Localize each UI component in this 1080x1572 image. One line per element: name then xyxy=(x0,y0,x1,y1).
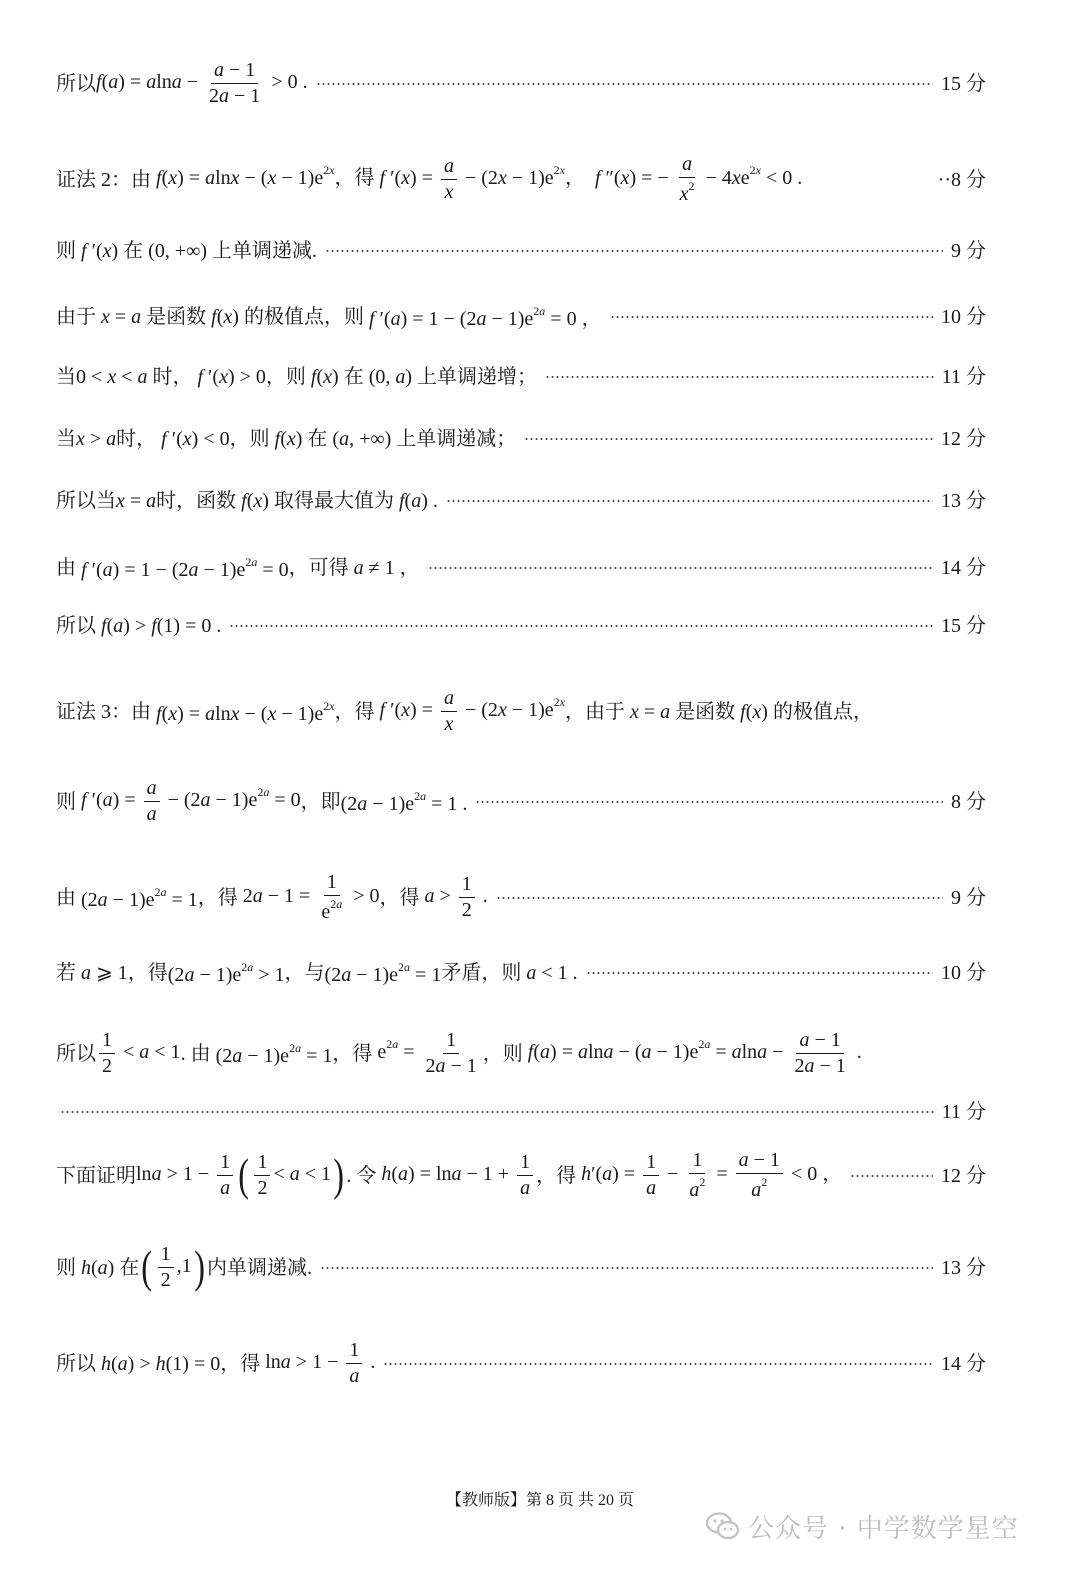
math-expression: f ′(x) xyxy=(81,240,124,262)
line-text: 上单调递减. xyxy=(212,240,318,262)
line-text: ，得 xyxy=(536,1164,577,1187)
math-expression: f(x) xyxy=(211,306,244,328)
score-mark: 14 分 xyxy=(941,557,986,579)
line-text: 取得最大值为 xyxy=(273,490,394,512)
math-expression: $(2a - 1)e^{2a} = 1$ xyxy=(324,960,442,986)
line-text: 则 xyxy=(56,790,76,813)
proof-line-14 xyxy=(56,1030,986,1077)
line-text: ，得 xyxy=(197,886,238,909)
line-text: ，可得 xyxy=(288,557,349,579)
math-expression: a < 1 . xyxy=(526,962,578,984)
math-expression: f(x) xyxy=(740,700,773,723)
math-expression: $f(a) = alna - (a - 1)e^{2a} = alna$ − $\frac{a - 1}{2a - 1}$ . xyxy=(527,1029,862,1077)
line-text: 当 xyxy=(56,366,76,388)
line-text: ，得 xyxy=(379,886,420,909)
proof-line-12 xyxy=(56,872,986,923)
line-text: 由 xyxy=(56,886,76,909)
line-text: 是函数 xyxy=(675,700,736,723)
dot-leader xyxy=(320,1267,933,1269)
score-mark: 10 分 xyxy=(941,306,986,328)
math-expression: f(a) = alna − $\frac{a - 1}{2a - 1}$ > 0 . xyxy=(96,59,308,107)
line-text: ，则 xyxy=(265,366,306,388)
math-expression: (0, +∞) xyxy=(143,240,213,262)
math-expression: $(2a - 1)e^{2a} = 1$ . xyxy=(340,788,468,815)
math-expression: f(x) xyxy=(274,428,308,450)
line-text: . 由 xyxy=(180,1042,211,1065)
line-text: 时， xyxy=(116,428,157,450)
score-mark: 10 分 xyxy=(941,962,986,984)
score-mark: 11 分 xyxy=(941,366,986,388)
line-text: 所以 xyxy=(56,1352,96,1375)
dot-leader xyxy=(60,1111,934,1113)
math-expression: ( $\frac{1}{2}$ ,1) xyxy=(141,1241,205,1293)
math-expression: h(a) > h(1) = 0 xyxy=(101,1352,221,1375)
math-expression: $(2a - 1)e^{2a} = 1$ xyxy=(76,884,198,911)
line-text: 的极值点， xyxy=(772,700,873,723)
line-text: 所以当 xyxy=(56,490,116,512)
dot-leader xyxy=(475,801,943,803)
math-expression: lna > 1 − $\frac{1}{a}$ ( $\frac{1}{2}$ < a < 1) xyxy=(136,1149,345,1201)
line-text: 则 xyxy=(56,1256,76,1279)
math-expression: (a, +∞) xyxy=(327,428,397,450)
proof-line-3 xyxy=(56,241,986,261)
math-expression: h(a) xyxy=(81,1256,120,1279)
proof-line-15 xyxy=(56,1102,986,1122)
math-expression: x = a xyxy=(101,306,142,328)
math-expression: a > $\frac{1}{2}$ . xyxy=(424,873,488,921)
line-text: 矛盾，则 xyxy=(441,962,522,984)
line-text: 的极值点，则 xyxy=(243,306,364,328)
math-expression: a ⩾ 1 xyxy=(81,962,128,984)
proof-line-5 xyxy=(56,367,986,387)
dot-leader xyxy=(850,1175,933,1177)
score-mark: 14 分 xyxy=(941,1352,986,1375)
line-text: 所以 xyxy=(56,72,96,95)
line-text: . 令 xyxy=(346,1164,377,1187)
line-text: 所以 xyxy=(56,615,96,637)
proof-line-17 xyxy=(56,1241,986,1293)
math-expression: x = a xyxy=(116,490,157,512)
dot-leader xyxy=(610,316,933,318)
line-text: 由 xyxy=(56,557,76,579)
proof-line-6 xyxy=(56,429,986,449)
math-expression: f(x) xyxy=(310,366,344,388)
score-mark: 9 分 xyxy=(951,240,986,262)
math-expression: x > a xyxy=(76,428,117,450)
math-expression: 0 < x < a xyxy=(76,366,148,388)
math-expression: $(2a - 1)e^{2a} > 1$ xyxy=(167,960,285,986)
line-text: 在 xyxy=(343,366,364,388)
score-mark: 8 分 xyxy=(951,790,986,813)
line-text: 在 xyxy=(119,1256,140,1279)
dot-leader xyxy=(325,250,943,252)
line-text: 若 xyxy=(56,962,76,984)
proof-line-9 xyxy=(56,616,986,636)
math-expression: f(x) xyxy=(241,490,274,512)
dot-leader xyxy=(524,438,933,440)
line-text: 当 xyxy=(56,428,76,450)
math-expression: f ′(a) = $\frac{a}{a}$ − $(2a - 1)e^{2a} = 0$ xyxy=(81,777,301,825)
line-text: 证法 3：由 xyxy=(56,700,151,723)
proof-line-1 xyxy=(56,60,986,107)
math-expression: f $'(a) = 1 - (2a - 1)e^{2a} = 0$ ， xyxy=(368,304,602,330)
page-footer: 【教师版】第 8 页 共 20 页 xyxy=(445,1492,634,1509)
math-expression: f ′(x) = $\frac{a}{x}$ − $(2x - 1)e^{2x}$ xyxy=(379,687,565,735)
line-text: ，得 xyxy=(220,1352,261,1375)
dot-leader xyxy=(316,83,933,85)
dot-leader xyxy=(496,897,943,899)
dot-leader xyxy=(229,625,933,627)
math-expression: lna > 1 − $\frac{1}{a}$ . xyxy=(260,1339,376,1387)
watermark xyxy=(706,1508,1019,1544)
line-text: 时，函数 xyxy=(156,490,237,512)
line-text: ，由于 xyxy=(564,700,625,723)
score-mark: 12 分 xyxy=(941,1164,986,1187)
line-text: 时， xyxy=(152,366,193,388)
proof-line-10 xyxy=(56,688,986,735)
line-text: 是函数 xyxy=(146,306,207,328)
score-mark: 13 分 xyxy=(941,490,986,512)
math-expression: $e^{2a}$ = $\frac{1}{2a - 1}$ xyxy=(372,1029,477,1077)
line-text: ，则 xyxy=(482,1042,523,1065)
line-text: ，与 xyxy=(284,962,325,984)
math-expression: h′(a) = $\frac{1}{a}$ − $\frac{1}{a^2}$ = $\frac{a - 1}{a^2}$ < 0 ， xyxy=(581,1149,843,1201)
dot-leader xyxy=(428,567,933,569)
line-text: ，得 xyxy=(334,700,375,723)
score-mark: ··8 分 xyxy=(937,168,986,191)
dot-leader xyxy=(545,376,934,378)
line-text: 证法 2：由 xyxy=(56,168,151,191)
math-expression: f(a) . xyxy=(398,490,438,512)
line-text: ，得 xyxy=(127,962,168,984)
line-text: ，则 xyxy=(229,428,270,450)
dot-leader xyxy=(586,972,933,974)
line-text: 上单调递减； xyxy=(396,428,517,450)
math-expression: a ≠ 1 ， xyxy=(353,557,420,579)
score-mark: 15 分 xyxy=(941,615,986,637)
proof-line-18 xyxy=(56,1340,986,1387)
math-expression: $f(x) = alnx - (x - 1)e^{2x}$，得 f ′(x) = $\frac{a}{x}$ − $(2x - 1)e^{2x}$， f ″(x) = − $\frac{a}{x^2}$ − $4xe^{2x} < 0$ . xyxy=(156,153,803,205)
line-text: ，得 xyxy=(332,1042,373,1065)
score-mark: 13 分 xyxy=(941,1256,986,1279)
score-mark: 9 分 xyxy=(951,886,986,909)
proof-line-16 xyxy=(56,1150,986,1201)
line-text: 在 xyxy=(307,428,328,450)
line-text: 在 xyxy=(123,240,144,262)
math-expression: $\frac{1}{2}$ < a < 1 xyxy=(96,1030,181,1077)
math-expression: $(2a - 1)e^{2a} = 1$ xyxy=(210,1040,333,1067)
line-text: 内单调递减. xyxy=(207,1256,312,1279)
math-expression: 2a − 1 = $\frac{1}{e^{2a}}$ > 0 xyxy=(237,871,380,923)
dot-leader xyxy=(446,500,933,502)
math-expression: f ′(x) < 0 xyxy=(161,428,230,450)
proof-line-7 xyxy=(56,491,986,511)
line-text: 则 xyxy=(56,240,76,262)
proof-line-8 xyxy=(56,556,986,580)
score-mark: 15 分 xyxy=(941,72,986,95)
score-mark: 12 分 xyxy=(941,428,986,450)
proof-line-4 xyxy=(56,305,986,329)
watermark-text: 公众号 · 中学数学星空 xyxy=(748,1513,1019,1544)
math-expression: $f(x) = alnx - (x - 1)e^{2x}$ xyxy=(156,698,335,725)
math-expression: f(a) > f(1) = 0 . xyxy=(101,615,222,637)
line-text: 上单调递增； xyxy=(417,366,538,388)
line-text: 所以 xyxy=(56,1042,96,1065)
math-expression: h(a) = lna − 1 + $\frac{1}{a}$ xyxy=(376,1152,536,1199)
dot-leader xyxy=(383,1363,933,1365)
math-expression: (0, a) xyxy=(363,366,418,388)
line-text: 下面证明 xyxy=(56,1164,136,1187)
proof-line-13 xyxy=(56,961,986,985)
line-text: ，即 xyxy=(300,790,341,813)
proof-line-2 xyxy=(56,154,986,205)
proof-line-11 xyxy=(56,778,986,825)
math-expression: f $'(a) = 1 - (2a - 1)e^{2a} = 0$ xyxy=(81,555,289,581)
line-text: 由于 xyxy=(56,306,96,328)
math-expression: f ′(x) > 0 xyxy=(197,366,266,388)
wechat-icon xyxy=(706,1512,740,1540)
math-expression: x = a xyxy=(629,700,671,723)
score-mark: 11 分 xyxy=(941,1101,986,1123)
